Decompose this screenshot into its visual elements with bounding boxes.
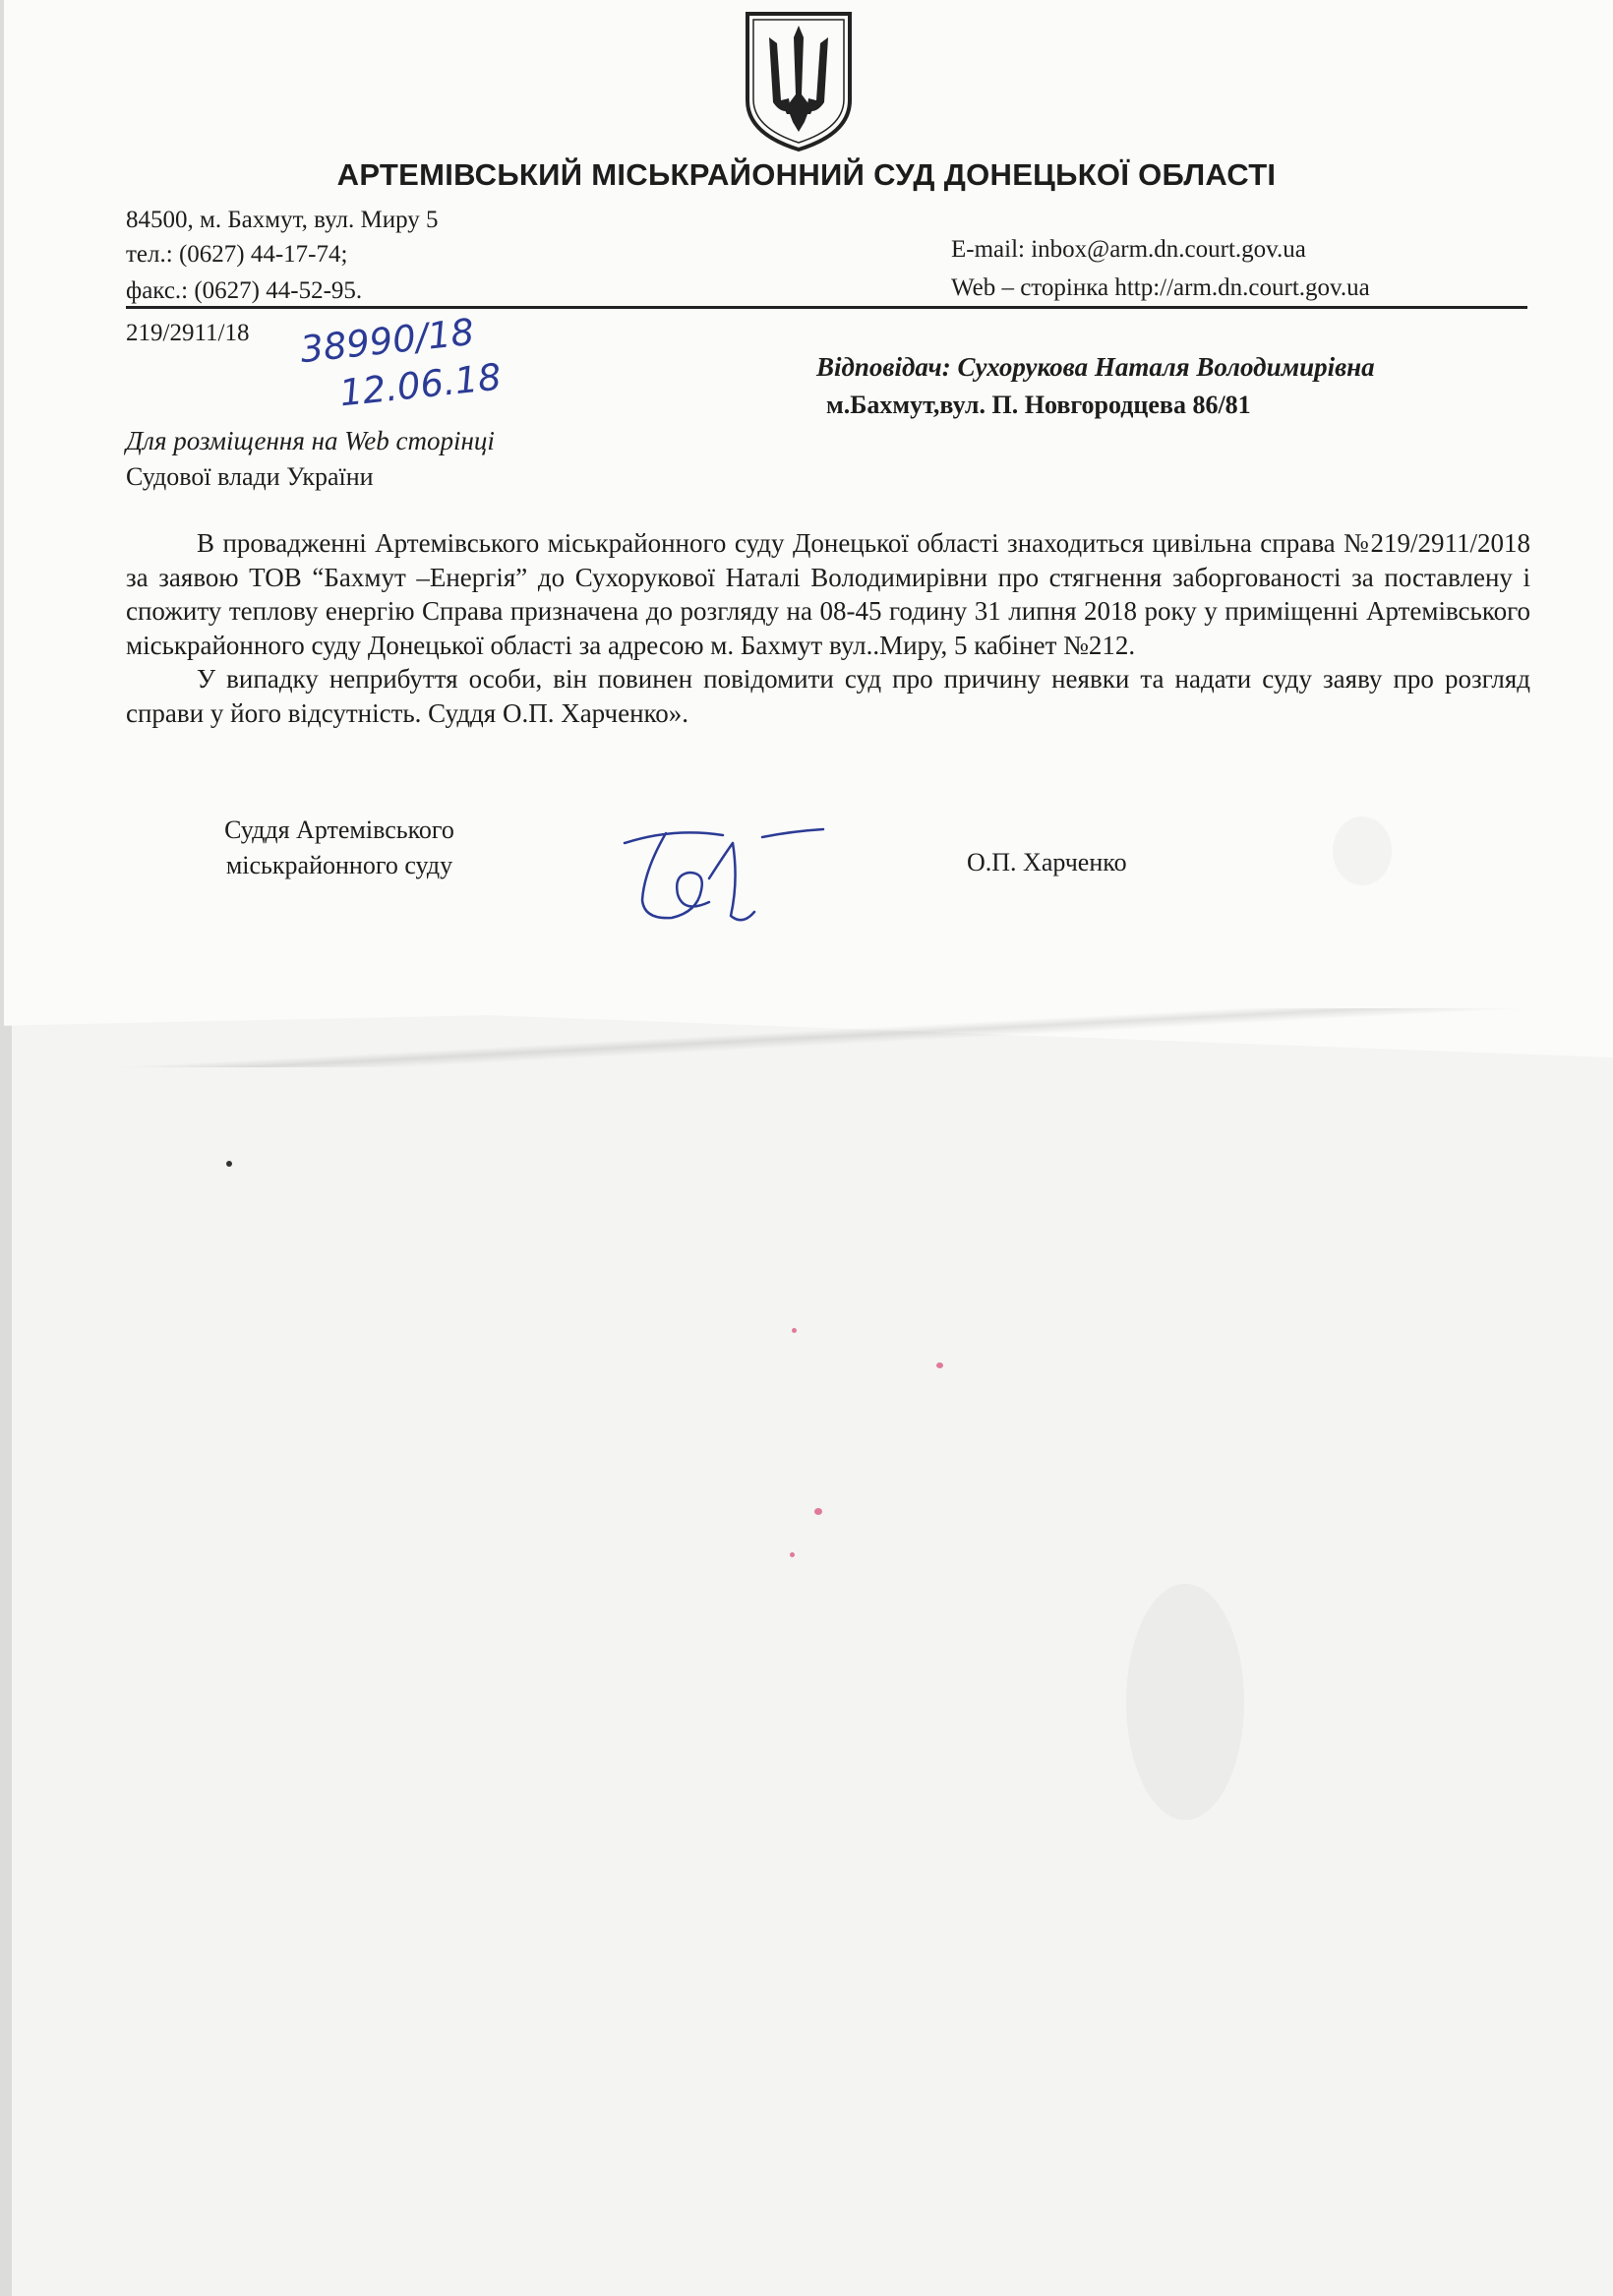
notice-body [126,526,1530,730]
handwritten-signature [615,821,831,939]
judge-title-line2: міськрайонного суду [225,851,453,879]
scan-speck [792,1328,797,1333]
judge-title-line1: Суддя Артемівського [224,816,454,844]
placement-note-line1: Для розміщення на Web сторінці [126,426,495,455]
court-address: 84500, м. Бахмут, вул. Миру 5 [126,207,439,233]
scan-speck [936,1362,943,1368]
notice-paragraph-1: В провадженні Артемівського міськрайонного суду Донецької області знаходиться цивільна справа №219/2911/2018 за заявою ТОВ “Бахмут –Енергія” до Сухорукової Наталі Володимирівни про стягнення заборгованості за поставлену і спожиту теплову енергію Справа призначена до розгляду на 08-45 годину 31 липня 2018 року у приміщенні Артемівського міськрайонного суду Донецької області за адресою м. Бахмут вул..Миру, 5 кабінет №212. [126,528,1530,660]
header-divider [126,306,1527,309]
handwritten-date: 12.06.18 [337,355,504,415]
judge-name: О.П. Харченко [967,848,1127,876]
sheet-fold-shadow [0,1008,1613,1067]
addressee-address: м.Бахмут,вул. П. Новгородцева 86/81 [826,391,1251,419]
court-name: АРТЕМІВСЬКИЙ МІСЬКРАЙОННИЙ СУД ДОНЕЦЬКОЇ ОБЛАСТІ [336,157,1277,192]
notice-paragraph-2: У випадку неприбуття особи, він повинен повідомити суд про причину неявки та надати суду заяву про розгляд справи у його відсутність. Суддя О.П. Харченко». [126,664,1530,728]
scan-smudge [1126,1584,1244,1820]
court-fax: факс.: (0627) 44-52-95. [126,277,363,304]
tryzub-coat-of-arms-icon [740,4,858,153]
court-email: E-mail: inbox@arm.dn.court.gov.ua [951,236,1306,263]
scan-smudge [1333,816,1392,885]
scan-speck [790,1552,795,1557]
addressee-name: Відповідач: Сухорукова Наталя Володимирівна [816,352,1375,382]
placement-note-line2: Судової влади України [126,462,374,491]
judge-title [192,813,487,883]
court-phone: тел.: (0627) 44-17-74; [126,241,348,268]
court-website: Web – сторінка http://arm.dn.court.gov.ua [951,274,1370,301]
reference-number: 219/2911/18 [126,320,250,346]
scan-speck [226,1161,232,1167]
scan-speck [814,1508,822,1515]
handwritten-registration-number: 38990/18 [298,310,477,372]
